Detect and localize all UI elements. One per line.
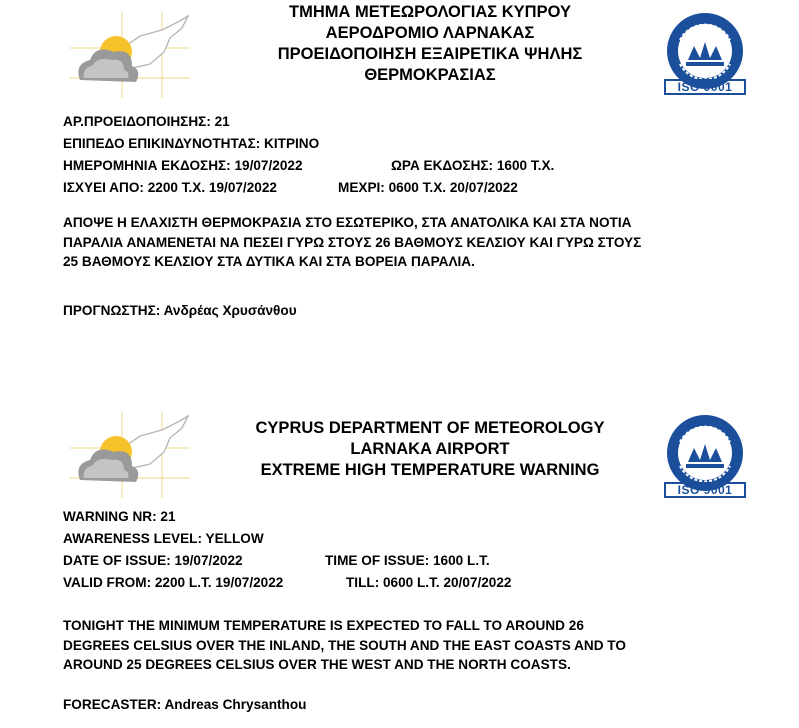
greek-validity-row (63, 177, 518, 199)
iso-badge: ISO 9001 (664, 79, 746, 95)
english-title-line: EXTREME HIGH TEMPERATURE WARNING (260, 461, 600, 479)
english-awareness-level: AWARENESS LEVEL: YELLOW (63, 531, 264, 546)
greek-awareness-level: ΕΠΙΠΕΔΟ ΕΠΙΚΙΝΔΥΝΟΤΗΤΑΣ: ΚΙΤΡΙΝΟ (63, 136, 320, 151)
english-body-line: TONIGHT THE MINIMUM TEMPERATURE IS EXPECTED TO FALL TO AROUND 26 (63, 618, 584, 633)
english-warning-text (63, 616, 763, 675)
english-forecaster: FORECASTER: Andreas Chrysanthou (63, 697, 307, 712)
english-issue-row (63, 550, 490, 572)
greek-warning-number: ΑΡ.ΠΡΟΕΙΔΟΠΟΙΗΣΗΣ: 21 (63, 114, 230, 129)
english-valid-from: VALID FROM: 2200 L.T. 19/07/2022 (63, 575, 284, 590)
english-validity-row (63, 572, 512, 594)
greek-warning-section (0, 0, 799, 360)
greek-body-line: ΠΑΡΑΛΙΑ ΑΝΑΜΕΝΕΤΑΙ ΝΑ ΠΕΣΕΙ ΓΥΡΩ ΣΤΟΥΣ 26 ΒΑΘΜΟΥΣ ΚΕΛΣΙΟΥ ΚΑΙ ΓΥΡΩ ΣΤΟΥΣ (63, 234, 642, 250)
english-valid-till: TILL: 0600 L.T. 20/07/2022 (346, 575, 512, 590)
greek-forecaster: ΠΡΟΓΝΩΣΤΗΣ: Ανδρέας Χρυσάνθου (63, 303, 297, 318)
greek-date-of-issue: ΗΜΕΡΟΜΗΝΙΑ ΕΚΔΟΣΗΣ: 19/07/2022 (63, 158, 303, 173)
weather-logo-icon (62, 8, 192, 100)
english-body-line: AROUND 25 DEGREES CELSIUS OVER THE WEST AND THE NORTH COASTS. (63, 657, 571, 672)
greek-valid-from: ΙΣΧΥΕΙ ΑΠΟ: 2200 Τ.Χ. 19/07/2022 (63, 180, 277, 195)
greek-valid-till: ΜΕΧΡΙ: 0600 Τ.Χ. 20/07/2022 (338, 180, 518, 195)
english-title-line: CYPRUS DEPARTMENT OF METEOROLOGY (255, 419, 605, 437)
english-time-of-issue: TIME OF ISSUE: 1600 L.T. (325, 553, 490, 568)
english-body-line: DEGREES CELSIUS OVER THE INLAND, THE SOUTH AND THE EAST COASTS AND TO (63, 637, 626, 653)
greek-title (200, 2, 660, 86)
greek-issue-row (63, 155, 555, 177)
greek-body-line: ΑΠΟΨΕ Η ΕΛΑΧΙΣΤΗ ΘΕΡΜΟΚΡΑΣΙΑ ΣΤΟ ΕΣΩΤΕΡΙΚΟ, ΣΤΑ ΑΝΑΤΟΛΙΚΑ ΚΑΙ ΣΤΑ ΝΟΤΙΑ (63, 215, 632, 230)
greek-title-line: ΠΡΟΕΙΔΟΠΟΙΗΣΗ ΕΞΑΙΡΕΤΙΚΑ ΨΗΛΗΣ (277, 45, 583, 63)
weather-logo-icon (62, 408, 192, 500)
english-title-line: LARNAKA AIRPORT (350, 440, 510, 458)
greek-title-line: ΑΕΡΟΔΡΟΜΙΟ ΛΑΡΝΑΚΑΣ (325, 24, 535, 42)
english-warning-section (0, 408, 799, 728)
english-warning-number: WARNING NR: 21 (63, 509, 176, 524)
iso-badge: ISO 9001 (664, 482, 746, 498)
greek-title-line: ΘΕΡΜΟΚΡΑΣΙΑΣ (364, 66, 496, 84)
greek-title-line: ΤΜΗΜΑ ΜΕΤΕΩΡΟΛΟΓΙΑΣ ΚΥΠΡΟΥ (289, 3, 571, 21)
greek-warning-text (63, 213, 763, 272)
english-title (200, 418, 660, 481)
greek-time-of-issue: ΩΡΑ ΕΚΔΟΣΗΣ: 1600 Τ.Χ. (391, 158, 555, 173)
greek-body-line: 25 ΒΑΘΜΟΥΣ ΚΕΛΣΙΟΥ ΣΤΑ ΔΥΤΙΚΑ ΚΑΙ ΣΤΑ ΒΟΡΕΙΑ ΠΑΡΑΛΙΑ. (63, 254, 475, 269)
english-date-of-issue: DATE OF ISSUE: 19/07/2022 (63, 553, 243, 568)
